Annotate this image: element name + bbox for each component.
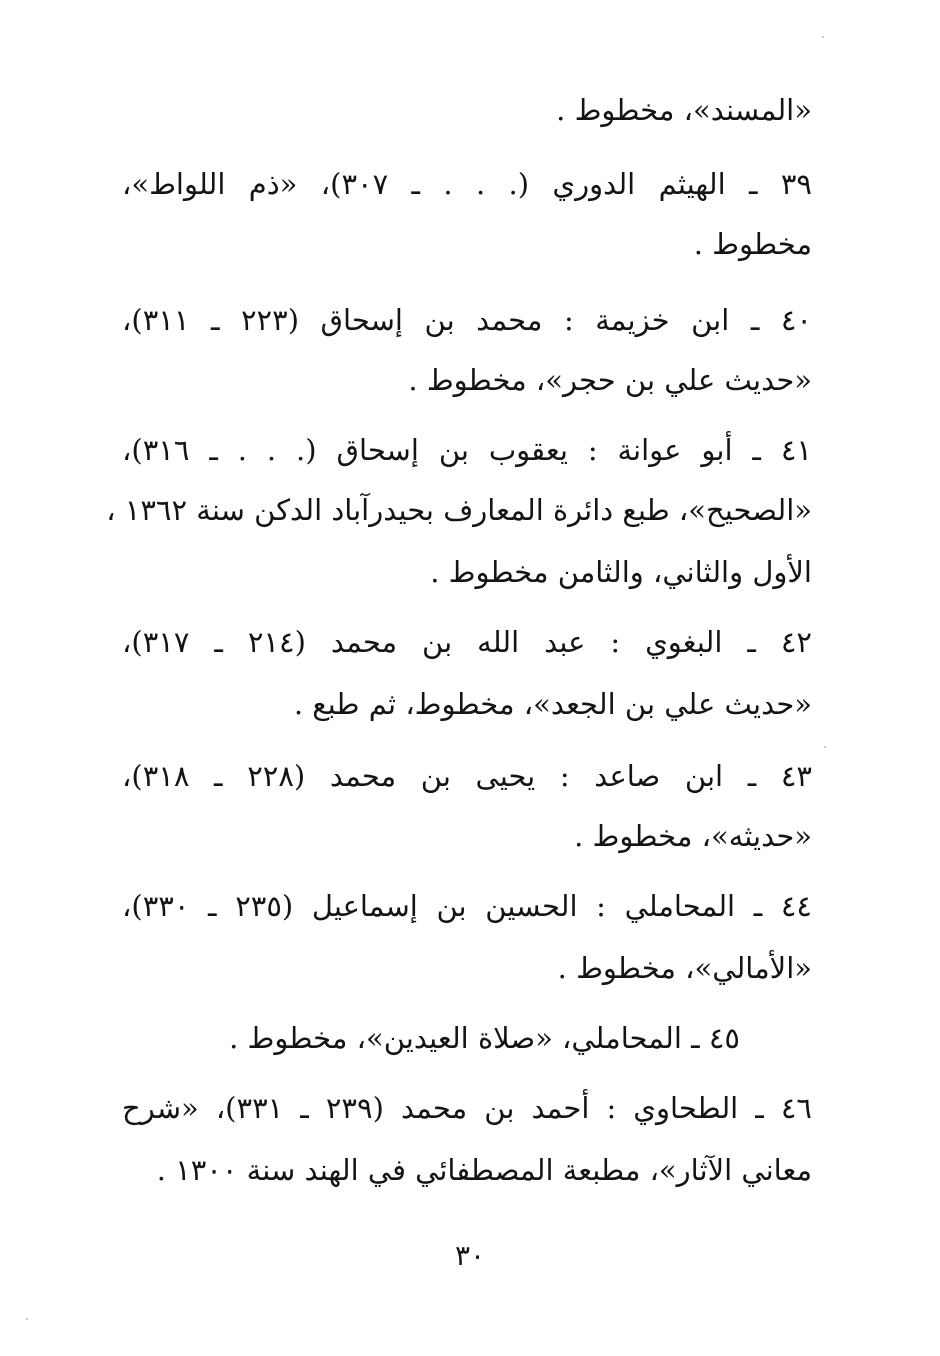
entry-41-line-1: ٤١ ـ أبو عوانة : يعقوب بن إسحاق (. . . ـ ٣١٦)،: [122, 433, 812, 467]
entry-45-line-1: ٤٥ ـ المحاملي، «صلاة العيدين»، مخطوط .: [229, 1021, 740, 1055]
entry-46-line-1: ٤٦ ـ الطحاوي : أحمد بن محمد (٢٣٩ ـ ٣٣١)، «شرح: [122, 1091, 812, 1125]
entry-44-line-2: «الأمالي»، مخطوط .: [557, 951, 812, 985]
entry-43-line-2: «حديثه»، مخطوط .: [574, 819, 812, 853]
entry-42-line-1: ٤٢ ـ البغوي : عبد الله بن محمد (٢١٤ ـ ٣١٧)،: [122, 625, 812, 659]
text-line-1: «المسند»، مخطوط .: [556, 93, 812, 127]
entry-39-line-2: مخطوط .: [693, 227, 812, 261]
page-number: ٣٠: [454, 1239, 486, 1272]
entry-46-line-2: معاني الآثار»، مطبعة المصطفائي في الهند سنة ١٣٠٠ .: [156, 1153, 812, 1187]
scan-speck: [822, 36, 824, 38]
entry-44-line-1: ٤٤ ـ المحاملي : الحسين بن إسماعيل (٢٣٥ ـ ٣٣٠)،: [122, 889, 813, 923]
scan-speck: [26, 1318, 28, 1320]
scan-speck: [824, 746, 826, 748]
entry-40-line-2: «حديث علي بن حجر»، مخطوط .: [408, 363, 812, 397]
entry-41-line-2: «الصحيح»، طبع دائرة المعارف بحيدرآباد الدكن سنة ١٣٦٢ ،: [106, 493, 812, 527]
entry-41-line-3: الأول والثاني، والثامن مخطوط .: [430, 555, 812, 589]
entry-42-line-2: «حديث علي بن الجعد»، مخطوط، ثم طبع .: [293, 687, 812, 721]
entry-43-line-1: ٤٣ ـ ابن صاعد : يحيى بن محمد (٢٢٨ ـ ٣١٨)،: [122, 759, 812, 793]
entry-39-line-1: ٣٩ ـ الهيثم الدوري (. . . ـ ٣٠٧)، «ذم اللواط»،: [122, 167, 812, 201]
entry-40-line-1: ٤٠ ـ ابن خزيمة : محمد بن إسحاق (٢٢٣ ـ ٣١١)،: [122, 303, 812, 337]
